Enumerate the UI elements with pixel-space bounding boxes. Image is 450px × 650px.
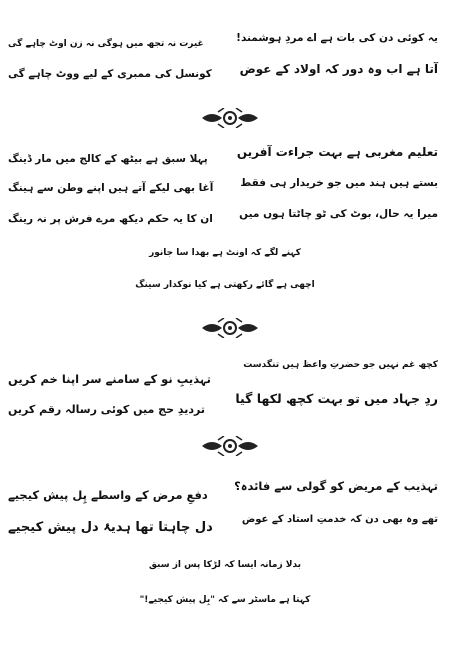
stanza-2-couplet-line-2: اچھی ہے گائے رکھتی ہے کیا نوکدار سینگ [135,280,315,290]
stanza-3-line-2-right: ردِ جہاد میں تو بہت کچھ لکھا گیا [235,391,438,406]
stanza-2-line-3-left: ان کا یہ حکم دیکھ مرے فرش پر نہ رینگ [8,213,213,225]
stanza-4-line-1-left: دفعِ مرض کے واسطے پِل پیش کیجیے [8,488,208,502]
stanza-4-couplet-line-1: بدلا زمانہ ایسا کہ لڑکا پس از سبق [148,560,302,570]
stanza-4-couplet-line-2: کہتا ہے ماسٹر سے کہ "بِل پیش کیجیے!" [139,595,311,605]
stanza-3-line-1-right: کچھ غم نہیں جو حضرتِ واعظ ہیں تنگدست [243,360,438,370]
ornament-divider-3 [200,436,260,456]
stanza-4-line-1-right: تہذیب کے مریض کو گولی سے فائدہ؟ [234,479,438,493]
ornament-divider-1 [200,108,260,128]
stanza-1-line-1-right: یہ کوئی دن کی بات ہے اے مردِ ہوشمند! [236,32,438,44]
stanza-2-line-1-right: تعلیم مغربی ہے بہت جراءت آفریں [236,145,438,159]
stanza-2-couplet-line-1: کہنے لگے کہ اونٹ ہے بھدا سا جانور [149,248,301,258]
stanza-1-line-1-left: غیرت نہ تجھ میں ہوگی نہ زن اوٹ چاہے گی [8,39,204,49]
stanza-4-line-2-right: تھے وہ بھی دن کہ خدمتِ استاد کے عوض [241,514,438,525]
stanza-2-line-1-left: پہلا سبق ہے بیٹھ کے کالج میں مار ڈینگ [8,153,208,165]
stanza-1-line-2-left: کونسل کی ممبری کے لیے ووٹ چاہے گی [8,68,212,80]
stanza-3-line-2-left: تردیدِ حج میں کوئی رسالہ رقم کریں [8,403,205,416]
stanza-2-line-2-left: آغا بھی لیکے آتے ہیں اپنے وطن سے ہینگ [8,182,214,194]
stanza-2-line-3-right: میرا یہ حال، بوٹ کی ٹو چاٹتا ہوں میں [239,208,438,220]
stanza-1-line-2-right: آتا ہے اب وہ دور کہ اولاد کے عوض [239,62,438,76]
stanza-2-line-2-right: بستے ہیں ہند میں جو خریدار ہی فقط [240,177,438,189]
ornament-divider-2 [200,318,260,338]
stanza-4-line-2-left: دل چاہتا تھا ہدیۂ دل پیش کیجیے [8,520,213,535]
stanza-3-line-1-left: تہذیبِ نو کے سامنے سر اپنا خم کریں [8,372,211,386]
